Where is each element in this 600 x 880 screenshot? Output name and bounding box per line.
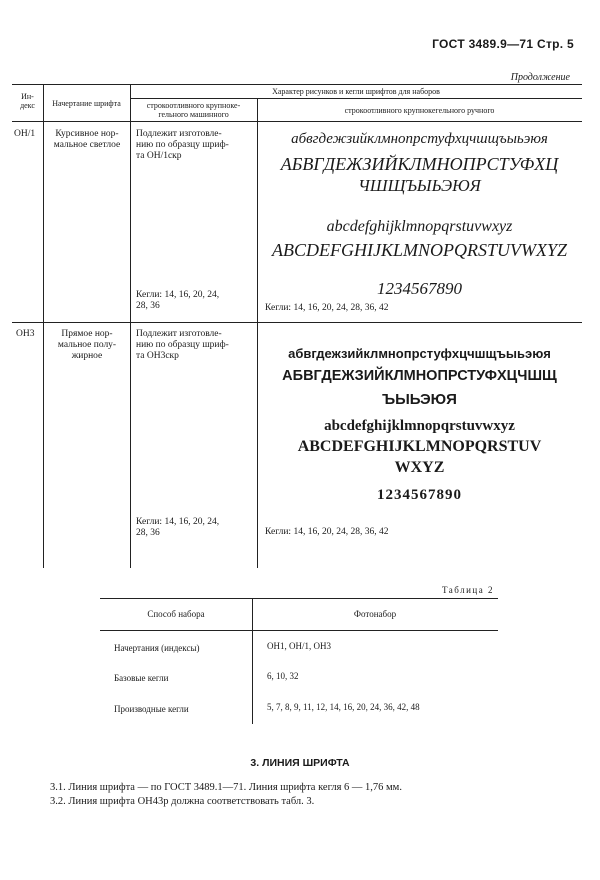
row2-sample-lowercase-cyr: абвгдежзийклмнопрстуфхцчшщъыьэюя: [288, 346, 551, 361]
col-header-name: Начертание шрифта: [52, 99, 121, 108]
section-title: 3. ЛИНИЯ ШРИФТА: [250, 757, 350, 769]
row2-machine-note: Подлежит изготовле- нию по образцу шриф- та ОН3скр: [136, 329, 229, 361]
table2-row2-label: Базовые кегли: [114, 673, 169, 683]
paragraph-3-1: 3.1. Линия шрифта — по ГОСТ 3489.1—71. Линия шрифта кегля 6 — 1,76 мм.: [50, 782, 402, 793]
table2-row3-value: 5, 7, 8, 9, 11, 12, 14, 16, 20, 24, 36, 42, 48: [267, 702, 420, 712]
row1-manual-sizes: Кегли: 14, 16, 20, 24, 28, 36, 42: [265, 303, 389, 313]
row2-manual-sizes: Кегли: 14, 16, 20, 24, 28, 36, 42: [265, 527, 389, 537]
table2-head-method: Способ набора: [147, 609, 205, 619]
table2-row3-label: Производные кегли: [114, 704, 189, 714]
col-header-index: Ин- декс: [20, 92, 35, 110]
table2-header-rule: [100, 630, 498, 631]
row2-sample-uppercase-lat-2: WXYZ: [394, 459, 445, 476]
row1-sample-lowercase-lat: abcdefghijklmnopqrstuvwxyz: [326, 218, 513, 235]
row2-machine-sizes: Кегли: 14, 16, 20, 24, 28, 36: [136, 517, 220, 538]
running-header: ГОСТ 3489.9—71 Стр. 5: [432, 37, 574, 51]
row1-sample-digits: 1234567890: [377, 279, 462, 298]
row2-sample-lowercase-lat: abcdefghijklmnopqrstuvwxyz: [324, 418, 515, 434]
row1-index: ОН/1: [14, 129, 36, 139]
table1-top-rule: [12, 84, 582, 85]
row1-machine-note: Подлежит изготовле- нию по образцу шриф- та ОН/1скр: [136, 129, 229, 161]
row1-sample-uppercase-lat: ABCDEFGHIJKLMNOPQRSTUVWXYZ: [272, 240, 567, 260]
row2-sample-digits: 1234567890: [377, 487, 462, 503]
row2-index: ОН3: [16, 329, 35, 339]
continuation-label: Продолжение: [510, 72, 570, 83]
table1-row-divider: [12, 322, 582, 323]
row2-sample-uppercase-cyr-1: АБВГДЕЖЗИЙКЛМНОПРСТУФХЦЧШЩ: [282, 368, 557, 384]
paragraph-3-2: 3.2. Линия шрифта ОН43р должна соответствовать табл. 3.: [50, 796, 315, 807]
col-header-manual: строкоотливного крупнокегельного ручного: [344, 106, 495, 115]
row1-sample-lowercase-cyr: абвгдежзийклмнопрстуфхцчшщъыьэюя: [291, 131, 548, 147]
col-header-machine: строкоотливного крупноке- гельного машинного: [146, 101, 241, 119]
table2-caption: Таблица 2: [442, 585, 494, 595]
table1-col-divider-2: [130, 84, 131, 568]
table2-row2-value: 6, 10, 32: [267, 671, 299, 681]
table2-top-rule: [100, 598, 498, 599]
table2-row1-label: Начертания (индексы): [114, 643, 200, 653]
table2-head-photo: Фотонабор: [353, 609, 397, 619]
row2-sample-uppercase-cyr-2: ЪЫЬЭЮЯ: [382, 391, 457, 408]
col-header-group: Характер рисунков и кегли шрифтов для наборов: [272, 87, 440, 96]
table1-col-divider-1: [43, 84, 44, 568]
row1-machine-sizes: Кегли: 14, 16, 20, 24, 28, 36: [136, 290, 220, 311]
table1-header-bottom-rule: [12, 121, 582, 122]
row1-sample-uppercase-cyr-2: ЧШЩЪЫЬЭЮЯ: [358, 176, 481, 195]
row1-sample-uppercase-cyr-1: АБВГДЕЖЗИЙКЛМНОПРСТУФХЦ: [280, 154, 559, 174]
row2-typeface-name: Прямое нор- мальное полу- жирное: [57, 329, 117, 361]
row2-sample-uppercase-lat-1: ABCDEFGHIJKLMNOPQRSTUV: [297, 438, 542, 455]
table2-row1-value: ОН1, ОН/1, ОН3: [267, 641, 331, 651]
row1-typeface-name: Курсивное нор- мальное светлое: [53, 129, 121, 150]
table1-group-rule: [130, 98, 582, 99]
